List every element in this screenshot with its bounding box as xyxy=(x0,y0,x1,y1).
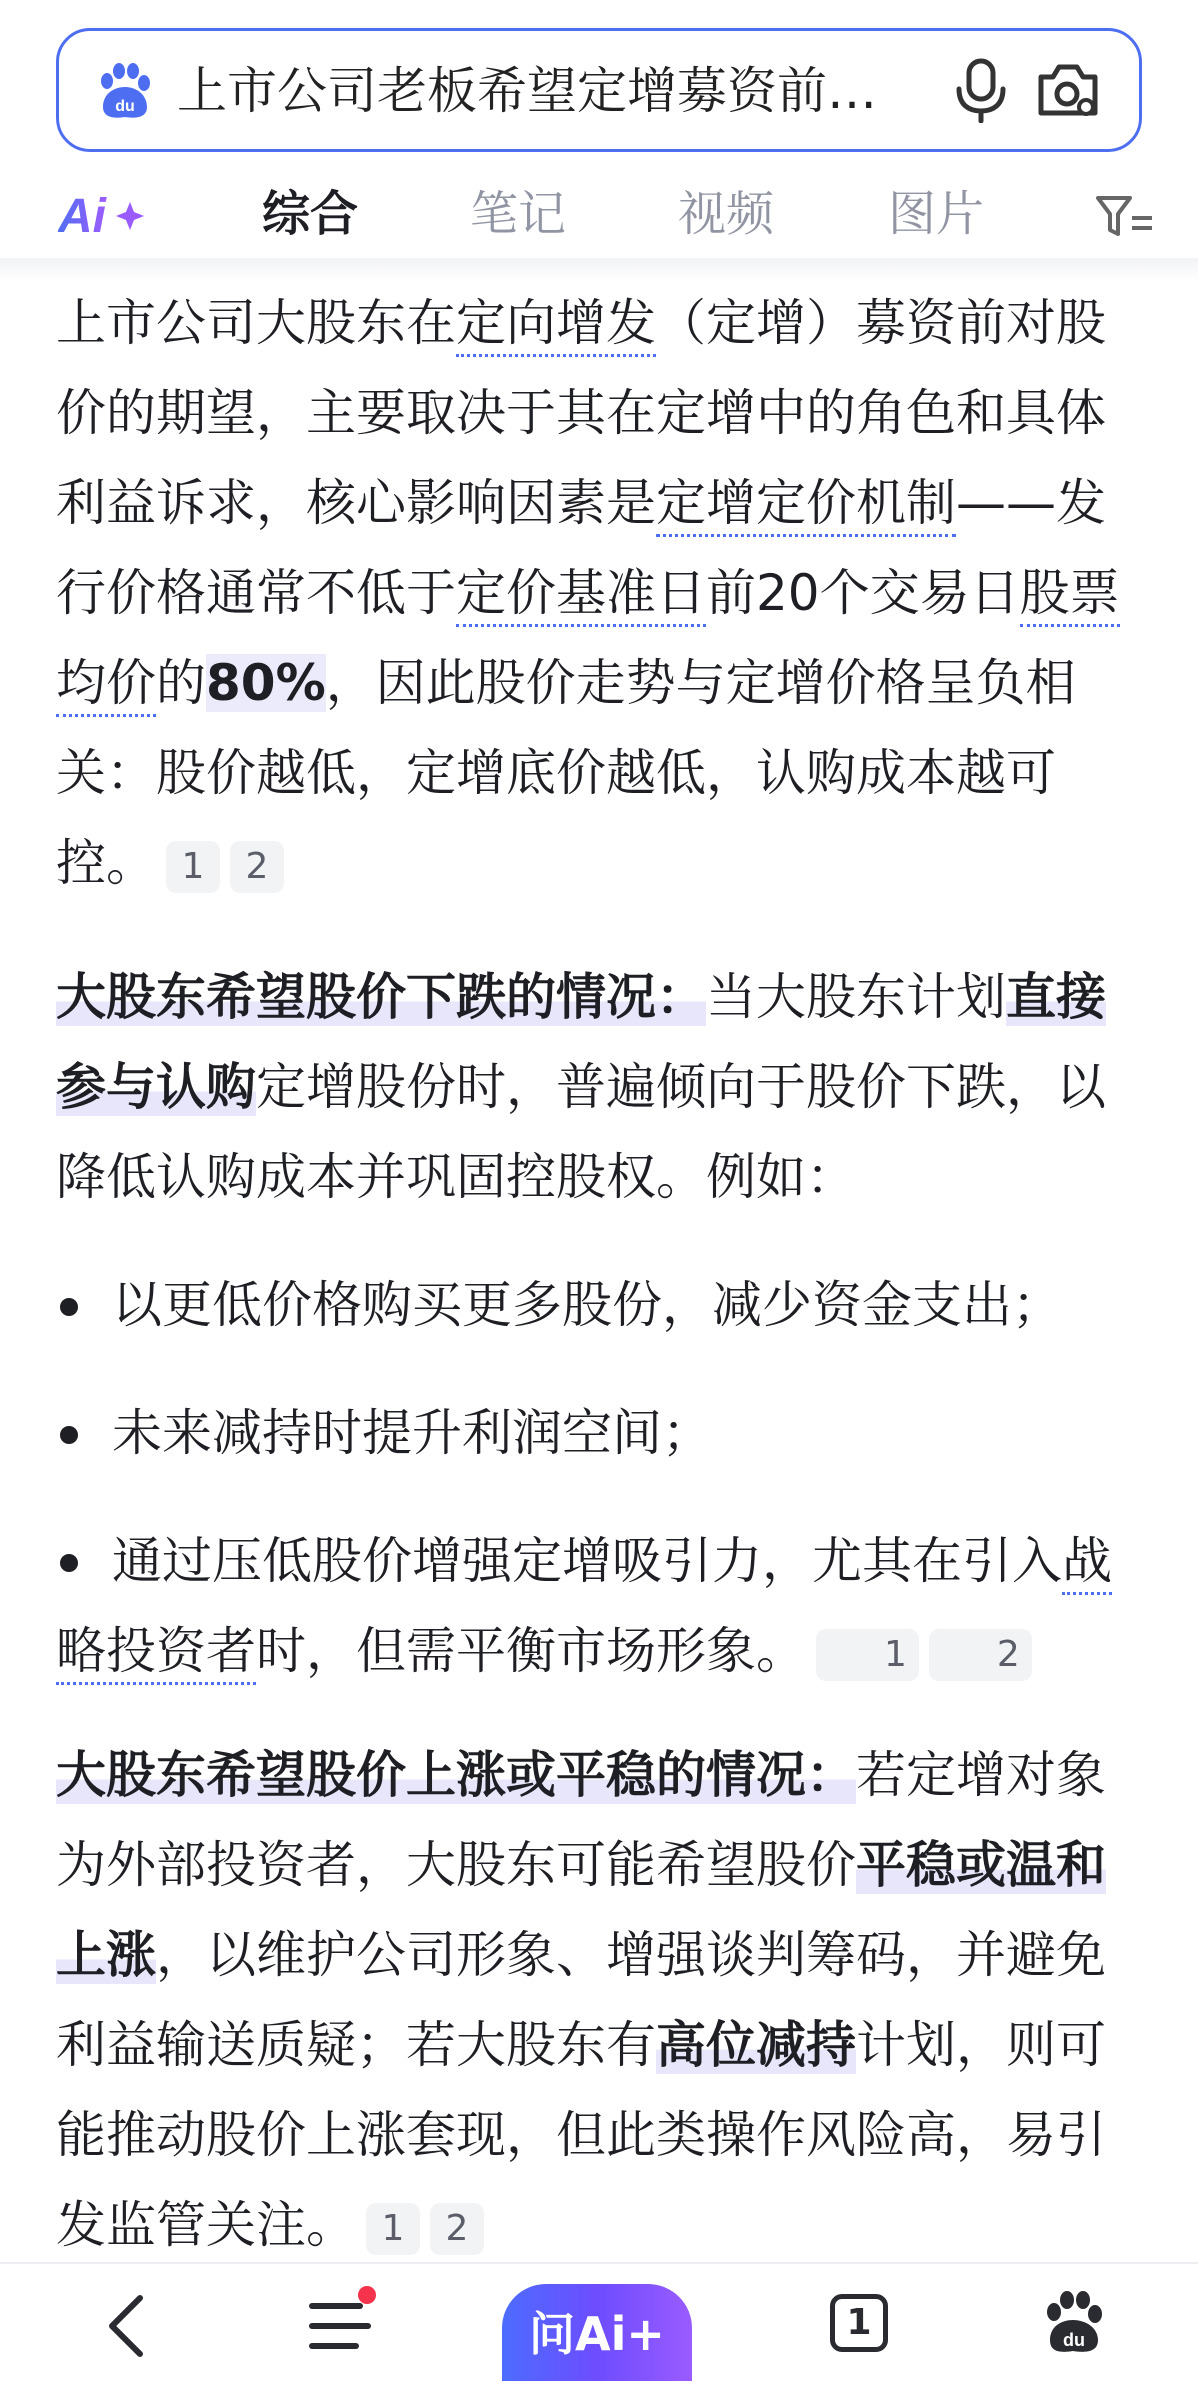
text: 计划，则可能推动股价上涨套现，但此类操作风险高，易引发监管关注。 xyxy=(56,2016,1106,2254)
bottom-nav xyxy=(0,2262,1198,2381)
ai-plus-logo[interactable] xyxy=(58,188,154,240)
microphone-icon[interactable] xyxy=(949,57,1013,123)
reference-badge[interactable]: 1 xyxy=(166,841,220,893)
reference-badge[interactable]: 2 xyxy=(430,2203,484,2255)
text: 若定增对象为外部投资者，大股东可能希望股价 xyxy=(56,1746,1106,1894)
svg-text:du: du xyxy=(1063,2330,1085,2350)
term-link-directed-issuance[interactable]: 定向增发 xyxy=(456,294,656,357)
tab-notes[interactable]: 笔记 xyxy=(470,186,567,242)
term-link-pricing-mechanism[interactable]: 定增定价机制 xyxy=(656,474,956,537)
text: （定增）募资前对股价的期望，主要取决于其在定增中的角色和具体利益诉求，核心影响因素是 xyxy=(56,294,1106,532)
section-heading: 大股东希望股价下跌的情况： xyxy=(56,968,706,1026)
list-item xyxy=(56,1516,1146,1696)
search-bar[interactable] xyxy=(56,28,1142,152)
section-price-rise xyxy=(56,1730,1146,2270)
tab-comprehensive[interactable]: 综合 xyxy=(262,186,359,242)
baidu-paw-icon xyxy=(93,61,153,121)
text: 上市公司大股东在 xyxy=(56,294,456,352)
highlight-80-percent: 80% xyxy=(206,654,326,712)
text: 未来减持时提升利润空间； xyxy=(112,1404,712,1462)
ask-ai-button[interactable]: 问Ai+ xyxy=(502,2284,692,2381)
text: 以更低价格购买更多股份，减少资金支出； xyxy=(112,1276,1062,1334)
term-link-average-price[interactable]: 股票均价 xyxy=(56,564,1120,717)
list-item xyxy=(56,1260,1146,1350)
section-price-fall xyxy=(56,952,1146,1222)
back-arrow-icon[interactable] xyxy=(100,2294,154,2358)
reference-badge[interactable]: 2 xyxy=(929,1629,1032,1681)
text: 当大股东计划 xyxy=(706,968,1006,1026)
text: 前20个交易日 xyxy=(706,564,1020,622)
search-tabs xyxy=(0,172,1198,258)
camera-search-icon[interactable] xyxy=(1035,59,1101,121)
term-link-pricing-date[interactable]: 定价基准日 xyxy=(456,564,706,627)
tab-videos[interactable]: 视频 xyxy=(678,186,775,242)
svg-text:Ai: Ai xyxy=(58,190,106,240)
reference-badge[interactable]: 1 xyxy=(816,1629,919,1681)
text: 时，但需平衡市场形象。 xyxy=(256,1622,806,1680)
highlight-stable-rise: 平稳或温和上涨 xyxy=(56,1836,1106,1984)
text: 的 xyxy=(156,654,206,712)
search-input[interactable]: 上市公司老板希望定增募资前… xyxy=(177,62,877,120)
text: ，因此股价走势与定增价格呈负相关：股价越低，定增底价越低，认购成本越可控。 xyxy=(56,654,1076,892)
ai-answer-content xyxy=(56,278,1146,2270)
highlight-high-reduction: 高位减持 xyxy=(656,2016,856,2074)
highlight-direct-subscription: 直接参与认购 xyxy=(56,968,1106,1116)
filter-icon[interactable] xyxy=(1096,194,1154,240)
reference-badge[interactable]: 2 xyxy=(230,841,284,893)
baidu-home-icon[interactable] xyxy=(1040,2290,1106,2356)
text: ，以维护公司形象、增强谈判筹码，并避免利益输送质疑；若大股东有 xyxy=(56,1926,1106,2074)
text: ——发行价格通常不低于 xyxy=(56,474,1106,622)
notification-dot xyxy=(358,2286,376,2304)
section-heading: 大股东希望股价上涨或平稳的情况： xyxy=(56,1746,856,1804)
term-link-strategic-investor[interactable]: 战略投资者 xyxy=(56,1532,1112,1685)
text: 定增股份时，普遍倾向于股价下跌，以降低认购成本并巩固控股权。例如： xyxy=(56,1058,1106,1206)
list-item xyxy=(56,1388,1146,1478)
text: 通过压低股价增强定增吸引力，尤其在引入 xyxy=(112,1532,1062,1590)
tab-images[interactable]: 图片 xyxy=(888,186,985,242)
intro-paragraph xyxy=(56,278,1146,908)
svg-text:du: du xyxy=(115,98,135,115)
reference-badge[interactable]: 1 xyxy=(366,2203,420,2255)
tab-count-icon[interactable]: 1 xyxy=(830,2294,888,2352)
